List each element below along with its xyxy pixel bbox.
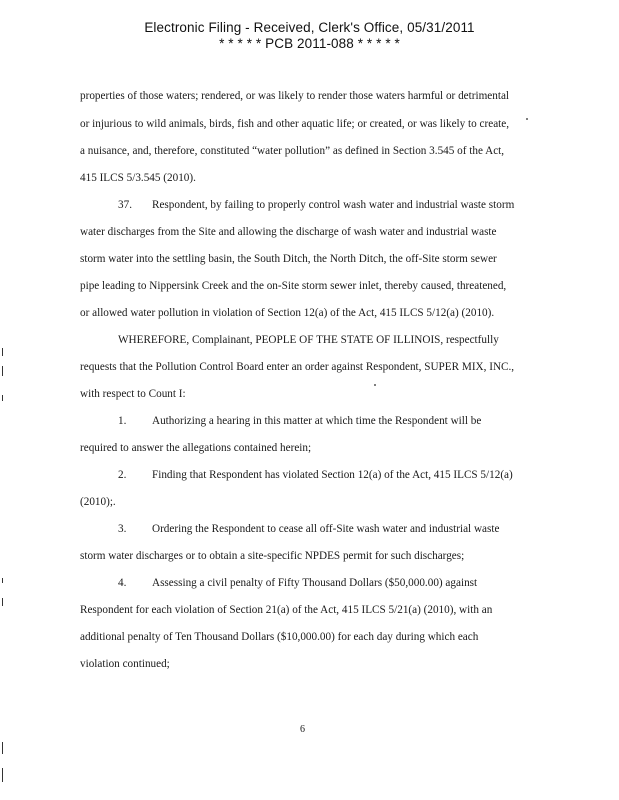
item-number: 4. — [118, 577, 127, 589]
wherefore-line: requests that the Pollution Control Board enter an order against Respondent, SUPER MIX, INC., — [80, 361, 515, 373]
body-text-line: properties of those waters; rendered, or was likely to render those waters harmful or detrimental — [80, 90, 510, 102]
scan-artifact — [2, 366, 3, 376]
wherefore-line: WHEREFORE, Complainant, PEOPLE OF THE STATE OF ILLINOIS, respectfully — [118, 334, 499, 346]
item-text-line: Ordering the Respondent to cease all off-Site wash water and industrial waste — [152, 523, 500, 535]
scan-speck — [374, 384, 376, 386]
item-text-line: Authorizing a hearing in this matter at which time the Respondent will be — [152, 415, 482, 427]
body-text-line: a nuisance, and, therefore, constituted “water pollution” as defined in Section 3.545 of the Act, — [80, 145, 505, 157]
item-number: 2. — [118, 469, 127, 481]
scan-speck — [526, 118, 528, 120]
item-text-line: required to answer the allegations contained herein; — [80, 442, 312, 454]
scan-artifact — [2, 395, 3, 401]
body-text-line: or injurious to wild animals, birds, fish and other aquatic life; or created, or was likely to create, — [80, 118, 510, 130]
body-text-line: pipe leading to Nippersink Creek and the on-Site storm sewer inlet, thereby caused, threatened, — [80, 280, 507, 292]
item-text-line: Respondent for each violation of Section 21(a) of the Act, 415 ILCS 5/21(a) (2010), with an — [80, 604, 493, 616]
body-text-line: storm water into the settling basin, the South Ditch, the North Ditch, the off-Site storm sewer — [80, 253, 497, 265]
item-text-line: violation continued; — [80, 658, 170, 670]
item-text-line: Assessing a civil penalty of Fifty Thousand Dollars ($50,000.00) against — [152, 577, 478, 589]
body-text-line: Respondent, by failing to properly control wash water and industrial waste storm — [152, 199, 515, 211]
scan-artifact — [2, 598, 3, 606]
scan-artifact — [2, 578, 3, 583]
scan-artifact — [2, 742, 3, 754]
page-number: 6 — [300, 724, 305, 735]
filing-header-line: Electronic Filing - Received, Clerk's Office, 05/31/2011 — [144, 20, 475, 35]
item-text-line: (2010);. — [80, 496, 116, 508]
item-text-line: storm water discharges or to obtain a site-specific NPDES permit for such discharges; — [80, 550, 465, 562]
body-text-line: 415 ILCS 5/3.545 (2010). — [80, 172, 196, 184]
scan-artifact — [2, 348, 3, 356]
body-text-line: or allowed water pollution in violation of Section 12(a) of the Act, 415 ILCS 5/12(a) (2010). — [80, 307, 495, 319]
scan-artifact — [2, 768, 3, 782]
wherefore-line: with respect to Count I: — [80, 388, 186, 400]
item-text-line: Finding that Respondent has violated Section 12(a) of the Act, 415 ILCS 5/12(a) — [152, 469, 513, 481]
body-text-line: water discharges from the Site and allowing the discharge of wash water and industrial waste — [80, 226, 497, 238]
item-number: 3. — [118, 523, 127, 535]
item-text-line: additional penalty of Ten Thousand Dollars ($10,000.00) for each day during which each — [80, 631, 479, 643]
paragraph-number: 37. — [118, 199, 132, 211]
case-number-line: * * * * * PCB 2011-088 * * * * * — [219, 36, 400, 51]
item-number: 1. — [118, 415, 127, 427]
